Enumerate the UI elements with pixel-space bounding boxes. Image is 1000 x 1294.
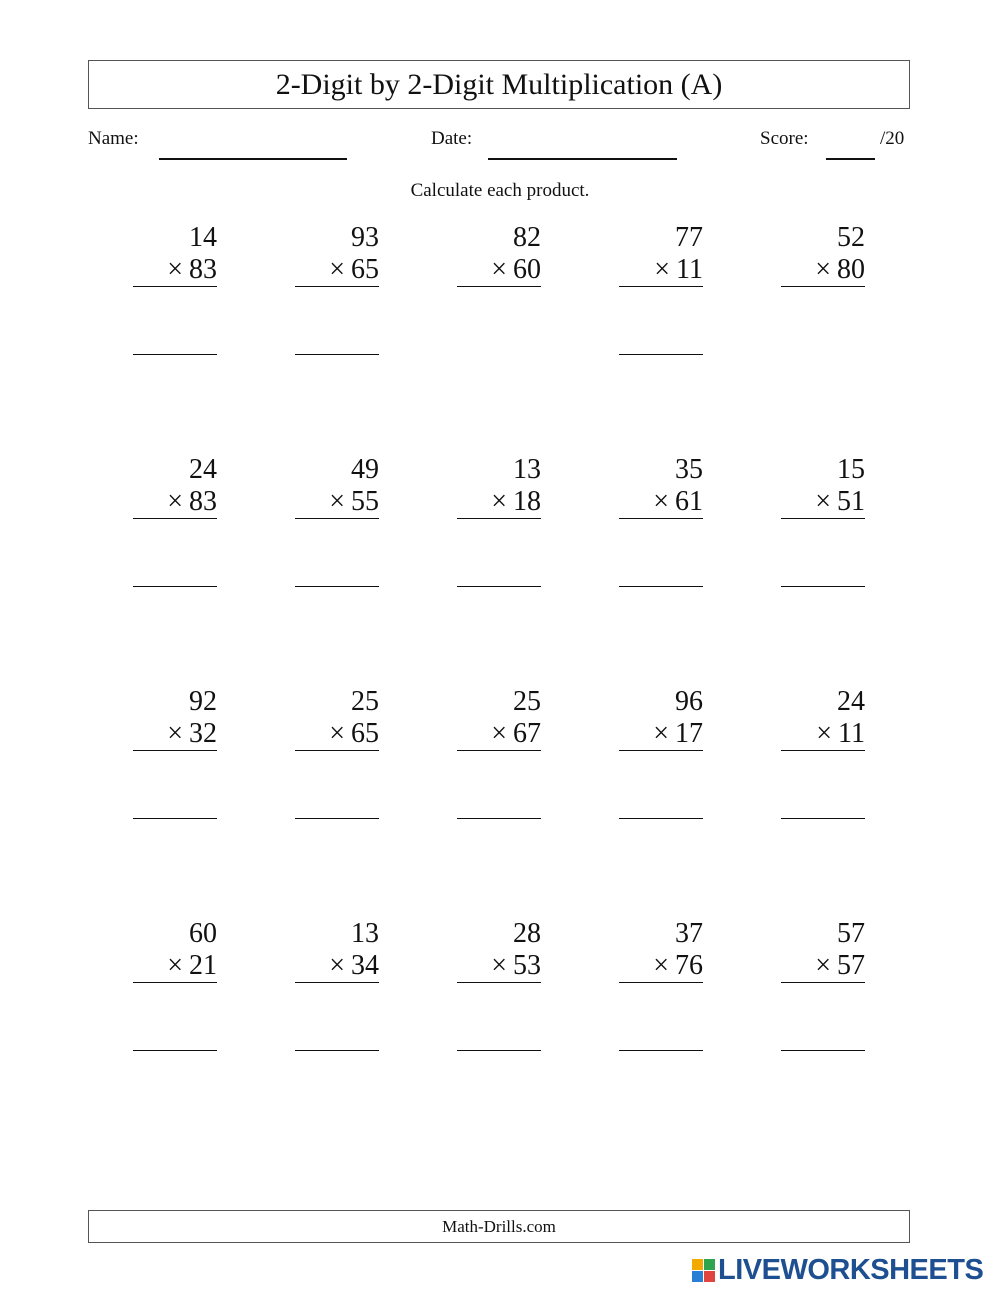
times-sign: × xyxy=(815,254,831,285)
answer-input[interactable] xyxy=(619,818,703,819)
answer-input[interactable] xyxy=(295,354,379,355)
multiplier-row xyxy=(457,950,541,983)
name-field[interactable] xyxy=(159,158,347,160)
answer-input[interactable] xyxy=(133,1050,217,1051)
multiplicand: 82 xyxy=(513,222,541,253)
answer-input[interactable] xyxy=(619,1050,703,1051)
times-sign: × xyxy=(491,486,507,517)
multiplier-row xyxy=(295,486,379,519)
multiplier: 18 xyxy=(513,486,541,517)
multiplication-problem xyxy=(295,454,379,519)
times-sign: × xyxy=(167,718,183,749)
multiplication-problem xyxy=(781,686,865,751)
logo-square xyxy=(704,1259,715,1270)
multiplier-row xyxy=(781,254,865,287)
answer-input[interactable] xyxy=(295,1050,379,1051)
multiplier: 83 xyxy=(189,486,217,517)
multiplier: 61 xyxy=(675,486,703,517)
multiplier: 53 xyxy=(513,950,541,981)
multiplication-problem xyxy=(619,686,703,751)
score-total: /20 xyxy=(880,128,905,149)
times-sign: × xyxy=(653,950,669,981)
multiplication-problem xyxy=(133,454,217,519)
times-sign: × xyxy=(329,718,345,749)
multiplicand: 37 xyxy=(675,918,703,949)
liveworksheets-logo xyxy=(692,1255,983,1285)
times-sign: × xyxy=(329,254,345,285)
logo-square xyxy=(692,1259,703,1270)
multiplication-problem xyxy=(457,454,541,519)
multiplier: 11 xyxy=(838,718,865,749)
times-sign: × xyxy=(815,950,831,981)
multiplier: 83 xyxy=(189,254,217,285)
multiplication-problem xyxy=(295,918,379,983)
multiplier-row xyxy=(619,486,703,519)
multiplicand: 77 xyxy=(675,222,703,253)
answer-input[interactable] xyxy=(133,818,217,819)
times-sign: × xyxy=(329,950,345,981)
multiplier: 32 xyxy=(189,718,217,749)
multiplication-problem xyxy=(619,918,703,983)
multiplier: 51 xyxy=(837,486,865,517)
multiplicand: 93 xyxy=(351,222,379,253)
answer-input[interactable] xyxy=(781,818,865,819)
answer-input[interactable] xyxy=(619,354,703,355)
multiplier: 65 xyxy=(351,718,379,749)
date-field[interactable] xyxy=(488,158,677,160)
times-sign: × xyxy=(167,950,183,981)
multiplier: 34 xyxy=(351,950,379,981)
multiplier-row xyxy=(619,718,703,751)
times-sign: × xyxy=(815,486,831,517)
answer-input[interactable] xyxy=(619,586,703,587)
multiplication-problem xyxy=(619,454,703,519)
times-sign: × xyxy=(491,950,507,981)
multiplication-problem xyxy=(457,686,541,751)
multiplier: 17 xyxy=(675,718,703,749)
multiplier-row xyxy=(133,950,217,983)
multiplier: 65 xyxy=(351,254,379,285)
times-sign: × xyxy=(167,486,183,517)
times-sign: × xyxy=(653,486,669,517)
multiplicand: 49 xyxy=(351,454,379,485)
worksheet-title: 2-Digit by 2-Digit Multiplication (A) xyxy=(88,60,910,109)
times-sign: × xyxy=(654,254,671,285)
times-sign: × xyxy=(329,486,345,517)
multiplicand: 24 xyxy=(189,454,217,485)
multiplicand: 25 xyxy=(513,686,541,717)
score-field[interactable] xyxy=(826,158,875,160)
multiplication-problem xyxy=(619,222,703,287)
multiplicand: 57 xyxy=(837,918,865,949)
multiplier-row xyxy=(295,718,379,751)
multiplier-row xyxy=(133,718,217,751)
answer-input[interactable] xyxy=(133,354,217,355)
multiplicand: 14 xyxy=(189,222,217,253)
multiplier-row xyxy=(781,718,865,751)
multiplier: 60 xyxy=(513,254,541,285)
multiplier: 21 xyxy=(189,950,217,981)
multiplication-problem xyxy=(295,686,379,751)
multiplier-row xyxy=(619,254,703,287)
multiplicand: 13 xyxy=(513,454,541,485)
multiplication-problem xyxy=(781,222,865,287)
answer-input[interactable] xyxy=(295,586,379,587)
multiplier-row xyxy=(457,254,541,287)
times-sign: × xyxy=(491,718,507,749)
instructions: Calculate each product. xyxy=(410,180,590,201)
answer-input[interactable] xyxy=(457,1050,541,1051)
answer-input[interactable] xyxy=(781,586,865,587)
multiplication-problem xyxy=(457,222,541,287)
answer-input[interactable] xyxy=(457,818,541,819)
multiplier: 76 xyxy=(675,950,703,981)
multiplicand: 28 xyxy=(513,918,541,949)
multiplier-row xyxy=(781,950,865,983)
multiplier: 55 xyxy=(351,486,379,517)
multiplicand: 52 xyxy=(837,222,865,253)
liveworksheets-icon xyxy=(692,1259,715,1282)
multiplicand: 15 xyxy=(837,454,865,485)
multiplicand: 24 xyxy=(837,686,865,717)
answer-input[interactable] xyxy=(781,1050,865,1051)
multiplicand: 13 xyxy=(351,918,379,949)
times-sign: × xyxy=(491,254,507,285)
footer: Math-Drills.com xyxy=(88,1210,910,1243)
times-sign: × xyxy=(816,718,833,749)
multiplier-row xyxy=(133,254,217,287)
logo-square xyxy=(692,1271,703,1282)
multiplier-row xyxy=(295,950,379,983)
times-sign: × xyxy=(653,718,669,749)
multiplicand: 96 xyxy=(675,686,703,717)
multiplicand: 60 xyxy=(189,918,217,949)
multiplier: 11 xyxy=(676,254,703,285)
multiplier-row xyxy=(619,950,703,983)
multiplier: 67 xyxy=(513,718,541,749)
multiplier-row xyxy=(295,254,379,287)
multiplier-row xyxy=(781,486,865,519)
answer-input[interactable] xyxy=(457,586,541,587)
multiplication-problem xyxy=(133,686,217,751)
times-sign: × xyxy=(167,254,183,285)
multiplier-row xyxy=(457,486,541,519)
multiplication-problem xyxy=(133,222,217,287)
multiplier-row xyxy=(133,486,217,519)
answer-input[interactable] xyxy=(133,586,217,587)
multiplication-problem xyxy=(133,918,217,983)
multiplier-row xyxy=(457,718,541,751)
multiplier: 57 xyxy=(837,950,865,981)
multiplicand: 35 xyxy=(675,454,703,485)
logo-square xyxy=(704,1271,715,1282)
answer-input[interactable] xyxy=(295,818,379,819)
multiplicand: 92 xyxy=(189,686,217,717)
date-label: Date: xyxy=(431,128,473,149)
multiplication-problem xyxy=(457,918,541,983)
multiplication-problem xyxy=(781,454,865,519)
name-label: Name: xyxy=(88,128,139,149)
multiplication-problem xyxy=(295,222,379,287)
multiplicand: 25 xyxy=(351,686,379,717)
multiplication-problem xyxy=(781,918,865,983)
brand-text: LIVEWORKSHEETS xyxy=(718,1253,984,1286)
multiplier: 80 xyxy=(837,254,865,285)
score-label: Score: xyxy=(760,128,809,149)
